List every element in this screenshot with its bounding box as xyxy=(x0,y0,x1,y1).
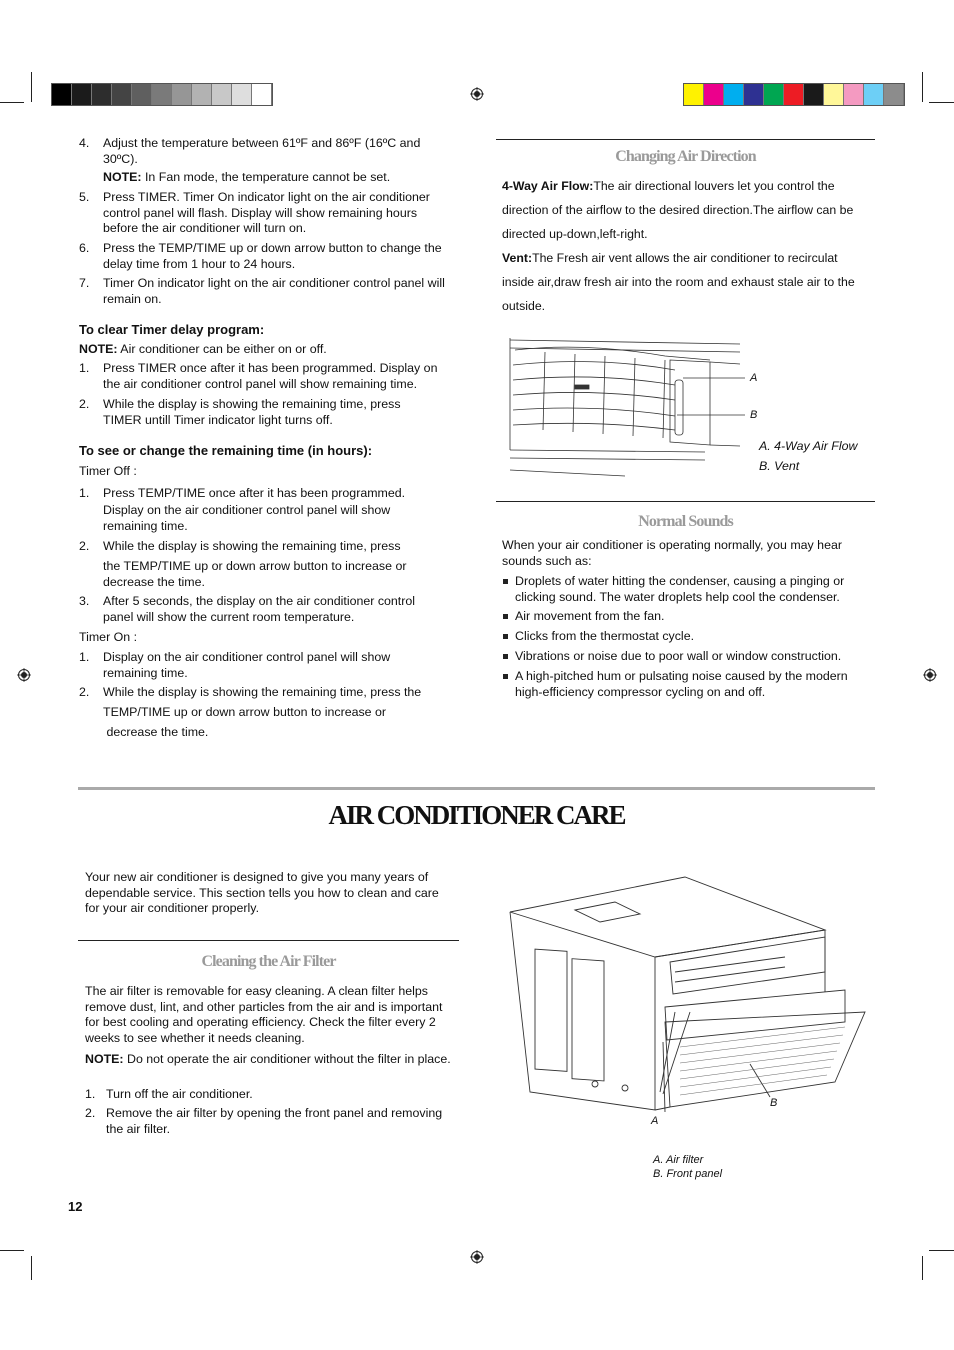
figure2-caption-b: B. Front panel xyxy=(653,1168,723,1180)
color-swatch xyxy=(172,84,192,105)
bullet-icon xyxy=(503,579,508,584)
color-swatch xyxy=(684,84,704,105)
color-swatch xyxy=(112,84,132,105)
registration-mark-icon xyxy=(470,87,484,101)
figure2-label-a: A xyxy=(651,1115,659,1127)
timer-off-label: Timer Off : xyxy=(79,464,137,478)
process-color-bar xyxy=(683,83,905,106)
care-title: AIR CONDITIONER CARE xyxy=(328,800,625,830)
section-rule xyxy=(78,940,459,941)
timer-on-label: Timer On : xyxy=(79,630,138,644)
air-conditioner-illustration xyxy=(505,872,870,1134)
timer-off-step-1-cont: Display on the air conditioner control panel will show remaining time. xyxy=(103,503,391,533)
crop-mark xyxy=(929,102,954,103)
section-rule xyxy=(496,501,875,502)
filter-note: NOTE: Do not operate the air conditioner without the filter in place. xyxy=(85,1052,451,1066)
timer-off-step-2-cont: the TEMP/TIME up or down arrow button to increase or decrease the time. xyxy=(103,559,407,589)
sound-item: Droplets of water hitting the condenser, causing a pinging or clicking sound. The water droplets help cool the condenser. xyxy=(515,574,845,604)
color-swatch xyxy=(232,84,252,105)
color-swatch xyxy=(704,84,724,105)
color-swatch xyxy=(92,84,112,105)
cleaning-filter-title: Cleaning the Air Filter xyxy=(201,953,336,970)
sound-item: Vibrations or noise due to poor wall or window construction. xyxy=(515,649,842,663)
color-swatch xyxy=(52,84,72,105)
color-swatch xyxy=(132,84,152,105)
color-swatch xyxy=(824,84,844,105)
vent-paragraph: Vent:The Fresh air vent allows the air conditioner to recirculat inside air,draw fresh air into the room and exhaust stale air to the outside. xyxy=(502,251,855,314)
registration-mark-icon xyxy=(923,668,937,682)
timer-on-step-2-line3: decrease the time. xyxy=(103,725,209,739)
sound-item: A high-pitched hum or pulsating noise caused by the modern high-efficiency compressor cycling on and off. xyxy=(515,669,848,699)
sound-item: Clicks from the thermostat cycle. xyxy=(515,629,695,643)
changing-air-direction-title: Changing Air Direction xyxy=(615,148,756,165)
figure2-caption-a: A. Air filter xyxy=(653,1154,704,1166)
crop-mark xyxy=(922,72,923,102)
bullet-icon xyxy=(503,674,508,679)
care-intro: Your new air conditioner is designed to give you many years of dependable service. This section tells you how to clean and care for your air conditioner properly. xyxy=(85,870,439,916)
normal-sounds-intro: When your air conditioner is operating normally, you may hear sounds such as: xyxy=(502,538,842,568)
crop-mark xyxy=(31,72,32,102)
color-swatch xyxy=(864,84,884,105)
color-swatch xyxy=(724,84,744,105)
sound-item: Air movement from the fan. xyxy=(515,609,665,623)
figure1-label-b: B xyxy=(750,409,758,421)
color-swatch xyxy=(72,84,92,105)
figure2-label-b: B xyxy=(770,1097,778,1109)
care-divider xyxy=(78,787,875,790)
color-swatch xyxy=(744,84,764,105)
air-flow-paragraph: 4-Way Air Flow:The air directional louvers let you control the direction of the airflow to the desired direction.The airflow can be directed up-down,left-right. xyxy=(502,179,854,242)
figure1-caption-b: B. Vent xyxy=(759,459,800,473)
figure1-caption-a: A. 4-Way Air Flow xyxy=(759,439,858,453)
timer-on-step-2-line2: TEMP/TIME up or down arrow button to increase or xyxy=(103,705,387,719)
bullet-icon xyxy=(503,654,508,659)
color-swatch xyxy=(784,84,804,105)
crop-mark xyxy=(0,1250,24,1251)
color-swatch xyxy=(252,84,272,105)
color-swatch xyxy=(804,84,824,105)
clear-timer-note: NOTE: Air conditioner can be either on or off. xyxy=(79,342,327,356)
registration-mark-icon xyxy=(17,668,31,682)
color-swatch xyxy=(764,84,784,105)
note-fan-mode: NOTE: In Fan mode, the temperature cannot be set. xyxy=(103,170,391,184)
color-swatch xyxy=(152,84,172,105)
crop-mark xyxy=(0,102,24,103)
louver-vent-illustration xyxy=(505,330,758,480)
crop-mark xyxy=(929,1250,954,1251)
normal-sounds-title: Normal Sounds xyxy=(638,513,733,530)
see-remaining-heading: To see or change the remaining time (in hours): xyxy=(79,443,373,458)
page-number: 12 xyxy=(68,1199,83,1214)
crop-mark xyxy=(922,1256,923,1280)
clear-timer-heading: To clear Timer delay program: xyxy=(79,322,265,337)
gray-color-bar xyxy=(51,83,273,106)
color-swatch xyxy=(212,84,232,105)
color-swatch xyxy=(192,84,212,105)
color-swatch xyxy=(884,84,904,105)
section-rule xyxy=(496,139,875,140)
bullet-icon xyxy=(503,614,508,619)
figure1-label-a: A xyxy=(750,372,758,384)
crop-mark xyxy=(31,1256,32,1280)
registration-mark-icon xyxy=(470,1250,484,1264)
color-swatch xyxy=(844,84,864,105)
bullet-icon xyxy=(503,634,508,639)
filter-paragraph: The air filter is removable for easy cleaning. A clean filter helps remove dust, lint, and other particles from the air and is important for best cooling and operating efficiency. Check the filter every 2 weeks to see whether it needs cleaning. xyxy=(85,984,443,1045)
